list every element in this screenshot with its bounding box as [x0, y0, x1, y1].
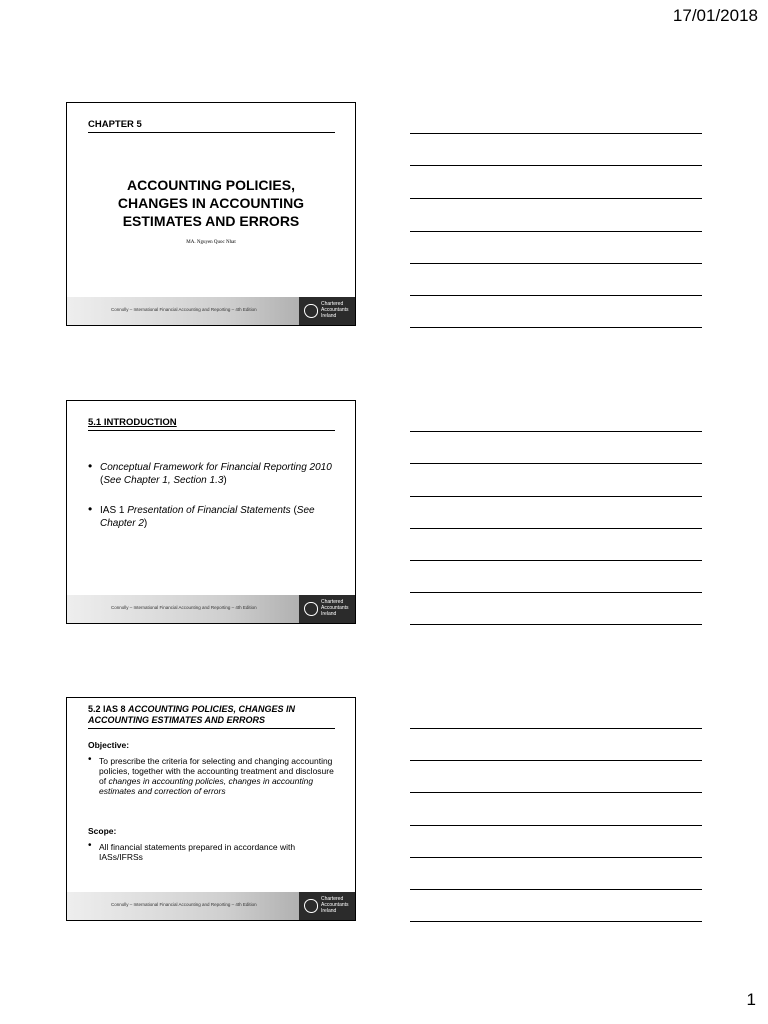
bullet-text: IAS 1: [100, 505, 128, 516]
footer-text: Connolly – International Financial Accounting and Reporting – 4th Edition: [111, 307, 257, 312]
note-line: [410, 592, 702, 593]
slide-3: [66, 697, 356, 921]
bullet-text: ): [143, 518, 148, 529]
bullet-text: (: [100, 475, 104, 486]
note-line: [410, 921, 702, 922]
note-line: [410, 857, 702, 858]
footer-text: Connolly – International Financial Accounting and Reporting – 4th Edition: [111, 605, 257, 610]
slide-footer: [67, 297, 355, 325]
logo-mark-icon: [304, 602, 318, 616]
chartered-accountants-logo: [299, 595, 355, 623]
bullet-text: changes in accounting policies, changes in accounting estimates and correction of errors: [99, 776, 314, 796]
scope-section: [88, 826, 339, 862]
note-line: [410, 198, 702, 199]
note-line: [410, 728, 702, 729]
bullet-text: All financial statements prepared in accordance with IASs/IFRSs: [99, 842, 296, 862]
slide-2: [66, 400, 356, 624]
logo-mark-icon: [304, 304, 318, 318]
slide-header: [88, 417, 335, 431]
logo-line: Chartered: [321, 301, 344, 307]
objective-section: [88, 740, 339, 796]
slide-header: CHAPTER 5: [88, 119, 335, 133]
logo-line: Ireland: [321, 908, 337, 914]
title-line: ACCOUNTING POLICIES,: [126, 177, 295, 193]
logo-text: [321, 301, 353, 319]
logo-line: Chartered: [321, 896, 344, 902]
bullet-text: See Chapter 1, Section 1.3: [103, 475, 224, 486]
logo-line: Ireland: [321, 611, 337, 617]
note-line: [410, 889, 702, 890]
logo-line: Accountants: [321, 605, 349, 611]
slide-header-text: ACCOUNTING POLICIES, CHANGES IN ACCOUNTING ESTIMATES AND ERRORS: [88, 704, 296, 725]
bullet-item: [88, 842, 339, 862]
bullet-text: (: [290, 505, 297, 516]
bullet-text: ): [223, 475, 227, 486]
logo-text: [321, 599, 353, 617]
logo-line: Ireland: [321, 313, 337, 319]
slide-header-text: 5.2 IAS 8: [88, 704, 129, 714]
bullet-text: Conceptual Framework for Financial Reporting 2010: [100, 462, 332, 473]
logo-line: Accountants: [321, 307, 349, 313]
note-line: [410, 760, 702, 761]
title-line: ESTIMATES AND ERRORS: [122, 213, 300, 229]
slide-footer: [67, 595, 355, 623]
print-date: 17/01/2018: [672, 6, 758, 25]
note-line: [410, 263, 702, 264]
footer-text: Connolly – International Financial Accounting and Reporting – 4th Edition: [111, 902, 257, 907]
page-number: 1: [746, 990, 756, 1009]
logo-line: Accountants: [321, 902, 349, 908]
logo-text: [321, 896, 353, 914]
note-line: [410, 463, 702, 464]
note-line: [410, 231, 702, 232]
logo-line: Chartered: [321, 599, 344, 605]
note-line: [410, 295, 702, 296]
title-line: CHANGES IN ACCOUNTING: [117, 195, 305, 211]
slide-footer: [67, 892, 355, 920]
note-line: [410, 528, 702, 529]
bullet-list: [88, 461, 339, 547]
slide-header: [88, 704, 335, 729]
note-line: [410, 560, 702, 561]
author: MA. Nguyen Quoc Nhat: [186, 240, 236, 245]
bullet-text: See Chapter 2: [100, 505, 315, 529]
note-line: [410, 165, 702, 166]
logo-mark-icon: [304, 899, 318, 913]
slide-header-text: 5.1 INTRODUCTION: [88, 417, 177, 428]
note-line: [410, 825, 702, 826]
chartered-accountants-logo: [299, 297, 355, 325]
note-line: [410, 133, 702, 134]
note-line: [410, 327, 702, 328]
scope-label: Scope:: [88, 826, 117, 836]
objective-label: Objective:: [88, 740, 130, 750]
bullet-item: [88, 756, 339, 796]
slide-title: [67, 176, 355, 230]
chartered-accountants-logo: [299, 892, 355, 920]
bullet-text: Presentation of Financial Statements: [127, 505, 291, 516]
note-line: [410, 496, 702, 497]
note-line: [410, 792, 702, 793]
bullet-item: [88, 504, 339, 530]
bullet-text: To prescribe the criteria for selecting and changing accounting policies, together with the accounting treatment and disclosure of: [99, 756, 334, 786]
bullet-item: [88, 461, 339, 487]
slide-1: [66, 102, 356, 326]
note-line: [410, 624, 702, 625]
note-line: [410, 431, 702, 432]
